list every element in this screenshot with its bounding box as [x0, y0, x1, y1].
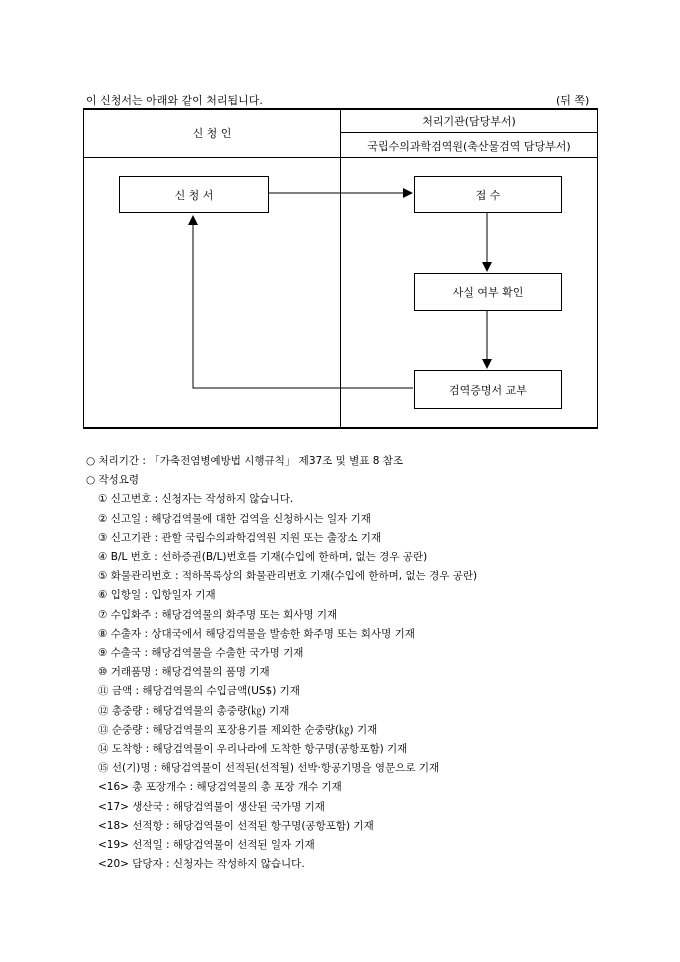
guide-item: ⑫ 총중량 : 해당검역물의 총중량(㎏) 기재 [98, 704, 290, 717]
processing-agency-header: 처리기관(담당부서) [422, 115, 516, 128]
guide-item: ⑦ 수입화주 : 해당검역물의 화주명 또는 회사명 기재 [98, 608, 338, 621]
processing-department-header: 국립수의과학검역원(축산물검역 담당부서) [367, 140, 571, 153]
arrowhead-receipt [403, 188, 413, 198]
guide-item: ⑬ 순중량 : 해당검역물의 포장용기를 제외한 순중량(㎏) 기재 [98, 723, 378, 736]
guide-item: <16> 총 포장개수 : 해당검역물의 총 포장 개수 기재 [98, 781, 342, 794]
arrowhead-application [188, 215, 198, 225]
verify-label: 사실 여부 확인 [452, 286, 524, 299]
applicant-header: 신 청 인 [192, 127, 232, 140]
guide-item: ④ B/L 번호 : 선하증권(B/L)번호를 기재(수입에 한하며, 없는 경우 공란) [98, 551, 428, 564]
guide-item: ⑨ 수출국 : 해당검역물을 수출한 국가명 기재 [98, 647, 304, 660]
receipt-box [414, 176, 562, 213]
guide-item: ⑭ 도착항 : 해당검역물이 우리나라에 도착한 항구명(공항포함) 기재 [98, 743, 408, 756]
page-side-label: (뒤 쪽) [556, 94, 590, 107]
arrow-issue-to-application [193, 225, 413, 388]
guide-item: ⑮ 선(기)명 : 해당검역물이 선적된(선적될) 선박·항공기명을 영문으로 기재 [98, 762, 440, 775]
table-header-divider [83, 157, 598, 158]
writing-guide-title: ○ 작성요령 [86, 474, 140, 487]
processing-period: ○ 처리기간 : 「가축전염병예방법 시행규칙」 제37조 및 별표 8 참조 [86, 455, 404, 467]
receipt-label: 접 수 [475, 188, 501, 202]
guide-item: <20> 담당자 : 신청자는 작성하지 않습니다. [98, 858, 305, 871]
guide-item: ⑩ 거래품명 : 해당검역물의 품명 기재 [98, 666, 270, 679]
guide-item: ⑤ 화물관리번호 : 적하목록상의 화물관리번호 기재(수입에 한하며, 없는 경우 공란) [98, 570, 478, 583]
guide-item: ⑥ 입항일 : 입항일자 기재 [98, 589, 216, 602]
issue-box [414, 370, 562, 409]
guide-item: ① 신고번호 : 신청자는 작성하지 않습니다. [98, 493, 294, 506]
guide-item: ⑪ 금액 : 해당검역물의 수입금액(US$) 기재 [98, 685, 300, 698]
guide-item: ③ 신고기관 : 관할 국립수의과학검역원 지원 또는 출장소 기재 [98, 531, 382, 544]
guide-item: ② 신고일 : 해당검역물에 대한 검역을 신청하시는 일자 기재 [98, 512, 371, 525]
issue-label: 검역증명서 교부 [449, 383, 527, 397]
guide-item: ⑧ 수출자 : 상대국에서 해당검역물을 발송한 화주명 또는 회사명 기재 [98, 627, 415, 640]
guide-item: <18> 선적항 : 해당검역물이 선적된 항구명(공항포함) 기재 [98, 819, 374, 832]
application-box [119, 176, 269, 213]
notes-section [86, 452, 477, 874]
guide-item: <17> 생산국 : 해당검역물이 생산된 국가명 기재 [98, 800, 325, 813]
verify-box [414, 273, 562, 311]
arrowhead-verify [482, 262, 492, 272]
guide-item: <19> 선적일 : 해당검역물이 선적된 일자 기재 [98, 839, 315, 852]
table-header-subdivider [340, 132, 598, 133]
intro-text: 이 신청서는 아래와 같이 처리됩니다. [86, 94, 263, 107]
application-label: 신 청 서 [174, 188, 214, 202]
arrowhead-issue [482, 359, 492, 369]
